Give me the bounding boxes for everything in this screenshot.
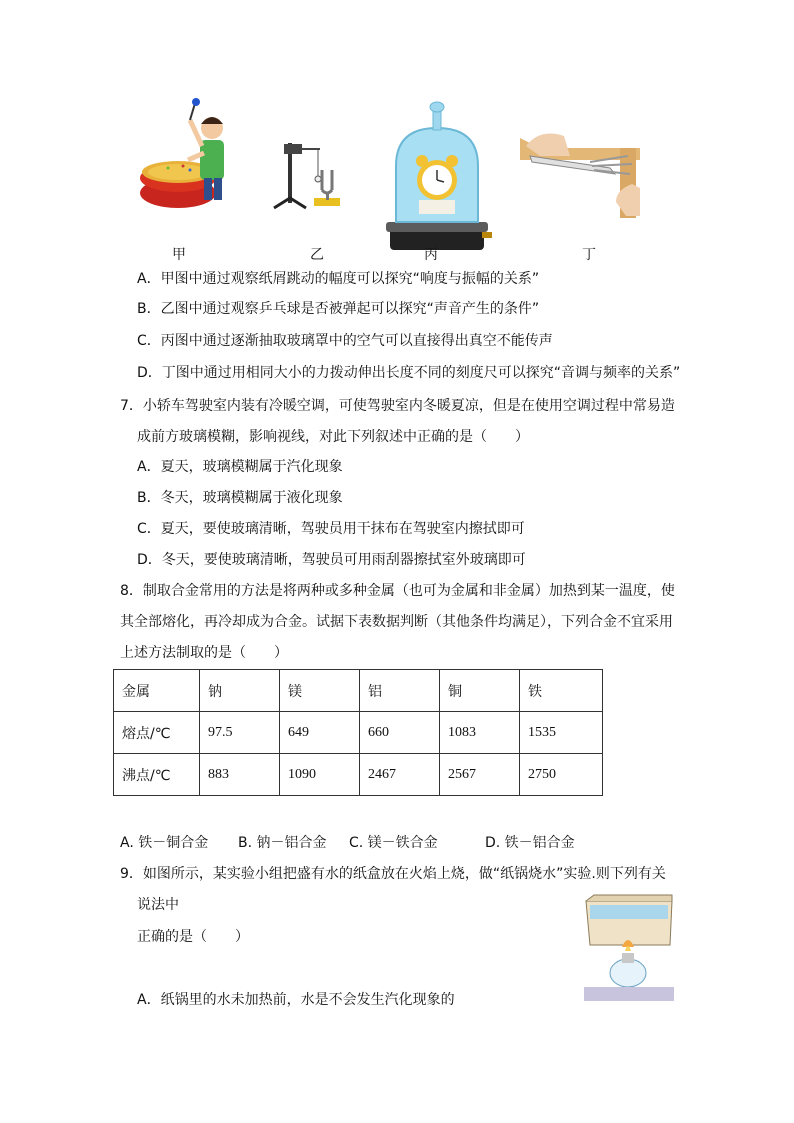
paper-pot-figure <box>584 893 674 1001</box>
table-cell: 1083 <box>440 712 520 754</box>
q6-option-a: A．甲图中通过观察纸屑跳动的幅度可以探究“响度与振幅的关系” <box>137 271 540 287</box>
q7-stem-line-1: 7．小轿车驾驶室内装有冷暖空调，可使驾驶室内冬暖夏凉，但是在使用空调过程中常易造 <box>120 398 675 414</box>
q8-stem-line-1: 8．制取合金常用的方法是将两种或多种金属（也可为金属和非金属）加热到某一温度，使 <box>120 583 675 599</box>
q8-option-c: C. 镁－铁合金 <box>349 835 438 851</box>
q8-stem-line-3: 上述方法制取的是（ ） <box>120 645 288 661</box>
q7-option-b: B．冬天，玻璃模糊属于液化现象 <box>137 490 343 506</box>
table-cell: 铝 <box>360 670 440 712</box>
q9-stem-line-3: 正确的是（ ） <box>137 929 249 945</box>
q6-option-b: B．乙图中通过观察乒乓球是否被弹起可以探究“声音产生的条件” <box>137 301 540 317</box>
q8-option-a: A. 铁－铜合金 <box>120 835 209 851</box>
table-row <box>114 712 603 754</box>
figure-caption-c: 丙 <box>424 247 438 263</box>
table-cell: 660 <box>360 712 440 754</box>
table-cell: 铁 <box>520 670 603 712</box>
table-cell: 沸点/℃ <box>114 754 200 796</box>
table-cell: 铜 <box>440 670 520 712</box>
table-cell: 1090 <box>280 754 360 796</box>
table-row <box>114 754 603 796</box>
figure-row <box>130 98 650 263</box>
table-header-row <box>114 670 603 712</box>
table-cell: 2467 <box>360 754 440 796</box>
table-cell: 镁 <box>280 670 360 712</box>
table-cell: 钠 <box>200 670 280 712</box>
bell-jar-figure <box>382 98 492 258</box>
figure-caption-b: 乙 <box>310 247 324 263</box>
ruler-table-figure <box>520 98 640 218</box>
q8-options <box>120 832 680 854</box>
table-cell: 649 <box>280 712 360 754</box>
q8-stem-line-2: 其全部熔化，再冷却成为合金。试据下表数据判断（其他条件均满足），下列合金不宜采用 <box>120 614 673 630</box>
table-cell: 1535 <box>520 712 603 754</box>
table-cell: 金属 <box>114 670 200 712</box>
q7-option-d: D．冬天，要使玻璃清晰，驾驶员可用雨刮器擦拭室外玻璃即可 <box>137 552 526 568</box>
figure-caption-a: 甲 <box>172 247 186 263</box>
q8-option-b: B. 钠－铝合金 <box>238 835 327 851</box>
figure-caption-d: 丁 <box>582 247 596 263</box>
table-cell: 2750 <box>520 754 603 796</box>
q7-stem-line-2: 成前方玻璃模糊，影响视线，对此下列叙述中正确的是（ ） <box>137 429 529 445</box>
metal-data-table <box>113 669 603 796</box>
table-cell: 2567 <box>440 754 520 796</box>
q9-stem-line-2: 说法中 <box>137 897 179 913</box>
q7-option-c: C．夏天，要使玻璃清晰，驾驶员用干抹布在驾驶室内擦拭即可 <box>137 521 525 537</box>
tuning-fork-figure <box>270 98 350 213</box>
table-cell: 883 <box>200 754 280 796</box>
table-cell: 97.5 <box>200 712 280 754</box>
q6-option-d: D．丁图中通过用相同大小的力拨动伸出长度不同的刻度尺可以探究“音调与频率的关系” <box>137 365 681 381</box>
q9-option-a: A．纸锅里的水未加热前，水是不会发生汽化现象的 <box>137 992 455 1008</box>
table-cell: 熔点/℃ <box>114 712 200 754</box>
drum-boy-figure <box>138 98 238 213</box>
q6-option-c: C．丙图中通过逐渐抽取玻璃罩中的空气可以直接得出真空不能传声 <box>137 333 553 349</box>
q9-stem-line-1: 9．如图所示，某实验小组把盛有水的纸盒放在火焰上烧，做“纸锅烧水”实验.则下列有关 <box>120 866 666 882</box>
q8-option-d: D. 铁－铝合金 <box>485 835 575 851</box>
q7-option-a: A．夏天，玻璃模糊属于汽化现象 <box>137 459 343 475</box>
